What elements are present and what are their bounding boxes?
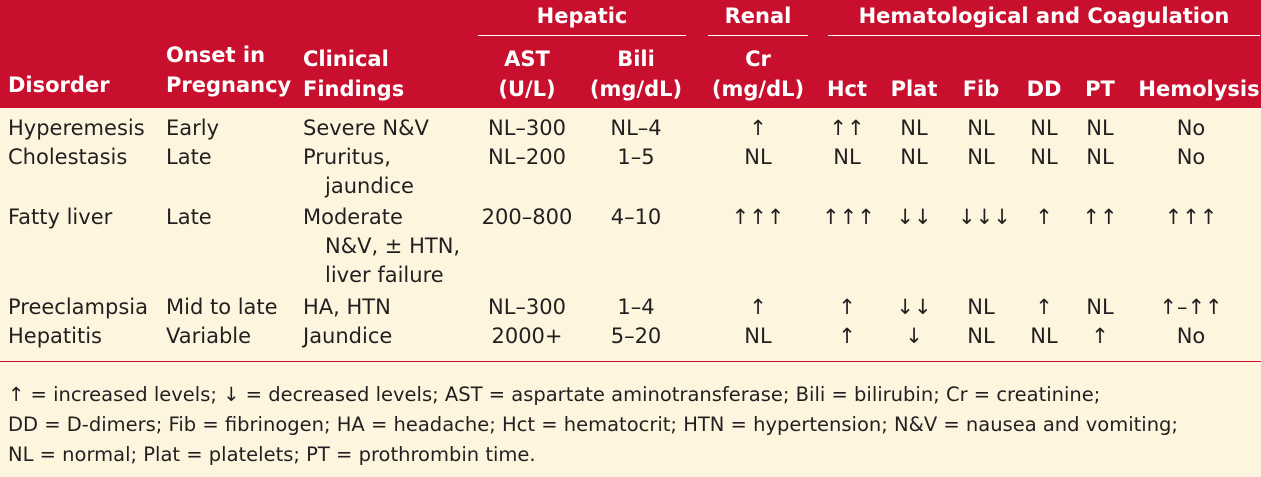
cell-plat: ↓: [905, 324, 923, 348]
cell-onset: Mid to late: [166, 295, 278, 319]
findings-line: N&V, ± HTN,: [325, 234, 461, 258]
cell-findings: [303, 293, 473, 322]
cell-dd: ↑: [1035, 295, 1053, 319]
cell-disorder: Fatty liver: [8, 205, 113, 229]
col-plat: Plat: [890, 77, 938, 101]
cell-hct: ↑↑↑: [822, 205, 875, 229]
footnote-line: DD = D-dimers; Fib = fibrinogen; HA = headache; Hct = hematocrit; HTN = hypertension; N&V = nausea and vomiting;: [8, 413, 1178, 436]
cell-onset: Variable: [166, 324, 252, 348]
cell-bili: NL–4: [610, 116, 662, 140]
col-findings-line2: Findings: [303, 77, 405, 101]
col-onset-line1: Onset in: [166, 43, 266, 67]
col-bili-line1: Bili: [617, 47, 655, 71]
cell-ast: NL–300: [488, 295, 566, 319]
group-hepatic-rule: [478, 35, 686, 36]
table-divider: [0, 361, 1261, 362]
cell-disorder: Cholestasis: [8, 145, 128, 169]
cell-plat: ↓↓: [896, 295, 932, 319]
col-ast-line1: AST: [504, 47, 550, 71]
group-hematological: Hematological and Coagulation: [858, 4, 1230, 28]
cell-onset: Late: [166, 205, 212, 229]
cell-hct: ↑: [838, 324, 856, 348]
cell-bili: 1–4: [617, 295, 655, 319]
cell-ast: 200–800: [481, 205, 573, 229]
cell-disorder: Hepatitis: [8, 324, 102, 348]
cell-findings: [303, 203, 473, 290]
cell-plat: NL: [900, 145, 928, 169]
cell-plat: ↓↓: [896, 205, 932, 229]
col-fib: Fib: [962, 77, 1000, 101]
cell-fib: ↓↓↓: [958, 205, 1011, 229]
cell-onset: Early: [166, 116, 220, 140]
cell-findings: [303, 114, 473, 143]
cell-disorder: Preeclampsia: [8, 295, 148, 319]
cell-onset: Late: [166, 145, 212, 169]
cell-cr: NL: [744, 145, 772, 169]
cell-bili: 1–5: [617, 145, 655, 169]
cell-hemolysis: No: [1176, 145, 1206, 169]
cell-pt: ↑↑: [1082, 205, 1118, 229]
col-hct: Hct: [826, 77, 868, 101]
group-hepatic: Hepatic: [536, 4, 628, 28]
findings-line: liver failure: [325, 263, 444, 287]
cell-cr: ↑: [749, 116, 767, 140]
col-bili-line2: (mg/dL): [589, 77, 683, 101]
cell-fib: NL: [967, 295, 995, 319]
cell-dd: NL: [1030, 324, 1058, 348]
group-hematological-rule: [828, 35, 1260, 36]
cell-cr: ↑↑↑: [731, 205, 785, 229]
footnote-line: NL = normal; Plat = platelets; PT = prothrombin time.: [8, 443, 536, 466]
cell-fib: NL: [967, 324, 995, 348]
cell-hct: ↑: [838, 295, 856, 319]
cell-pt: NL: [1086, 145, 1114, 169]
footnote-line: ↑ = increased levels; ↓ = decreased levels; AST = aspartate aminotransferase; Bili = bilirubin; Cr = creatinine;: [8, 383, 1101, 406]
col-hemolysis: Hemolysis: [1138, 77, 1260, 101]
col-pt: PT: [1085, 77, 1115, 101]
col-dd: DD: [1026, 77, 1062, 101]
cell-cr: NL: [744, 324, 772, 348]
col-ast-line2: (U/L): [498, 77, 556, 101]
cell-dd: NL: [1030, 116, 1058, 140]
cell-hct: ↑↑: [829, 116, 865, 140]
cell-dd: NL: [1030, 145, 1058, 169]
cell-fib: NL: [967, 116, 995, 140]
col-cr-line2: (mg/dL): [711, 77, 805, 101]
cell-ast: 2000+: [491, 324, 563, 348]
cell-ast: NL–300: [488, 116, 566, 140]
cell-hemolysis: No: [1176, 116, 1206, 140]
cell-ast: NL–200: [488, 145, 566, 169]
group-renal: Renal: [724, 4, 792, 28]
cell-findings: [303, 143, 473, 201]
col-cr-line1: Cr: [745, 47, 771, 71]
cell-pt: NL: [1086, 116, 1114, 140]
findings-line: jaundice: [325, 174, 414, 198]
cell-pt: NL: [1086, 295, 1114, 319]
group-renal-rule: [708, 35, 808, 36]
findings-line: Severe N&V: [303, 116, 429, 140]
cell-disorder: Hyperemesis: [8, 116, 145, 140]
cell-dd: ↑: [1035, 205, 1053, 229]
findings-line: Moderate: [303, 205, 403, 229]
cell-hemolysis: No: [1176, 324, 1206, 348]
col-onset-line2: Pregnancy: [166, 73, 292, 97]
table-header: [0, 0, 1261, 108]
cell-bili: 4–10: [610, 205, 662, 229]
cell-pt: ↑: [1091, 324, 1109, 348]
cell-hemolysis: ↑–↑↑: [1159, 295, 1223, 319]
col-disorder: Disorder: [8, 73, 110, 97]
cell-fib: NL: [967, 145, 995, 169]
col-findings-line1: Clinical: [303, 47, 389, 71]
cell-plat: NL: [900, 116, 928, 140]
cell-hemolysis: ↑↑↑: [1164, 205, 1218, 229]
findings-line: HA, HTN: [303, 295, 391, 319]
cell-hct: NL: [833, 145, 861, 169]
cell-bili: 5–20: [610, 324, 662, 348]
table-footnote: [8, 380, 1248, 470]
findings-line: Pruritus,: [303, 145, 391, 169]
cell-findings: [303, 322, 473, 351]
findings-line: Jaundice: [303, 324, 393, 348]
cell-cr: ↑: [749, 295, 767, 319]
